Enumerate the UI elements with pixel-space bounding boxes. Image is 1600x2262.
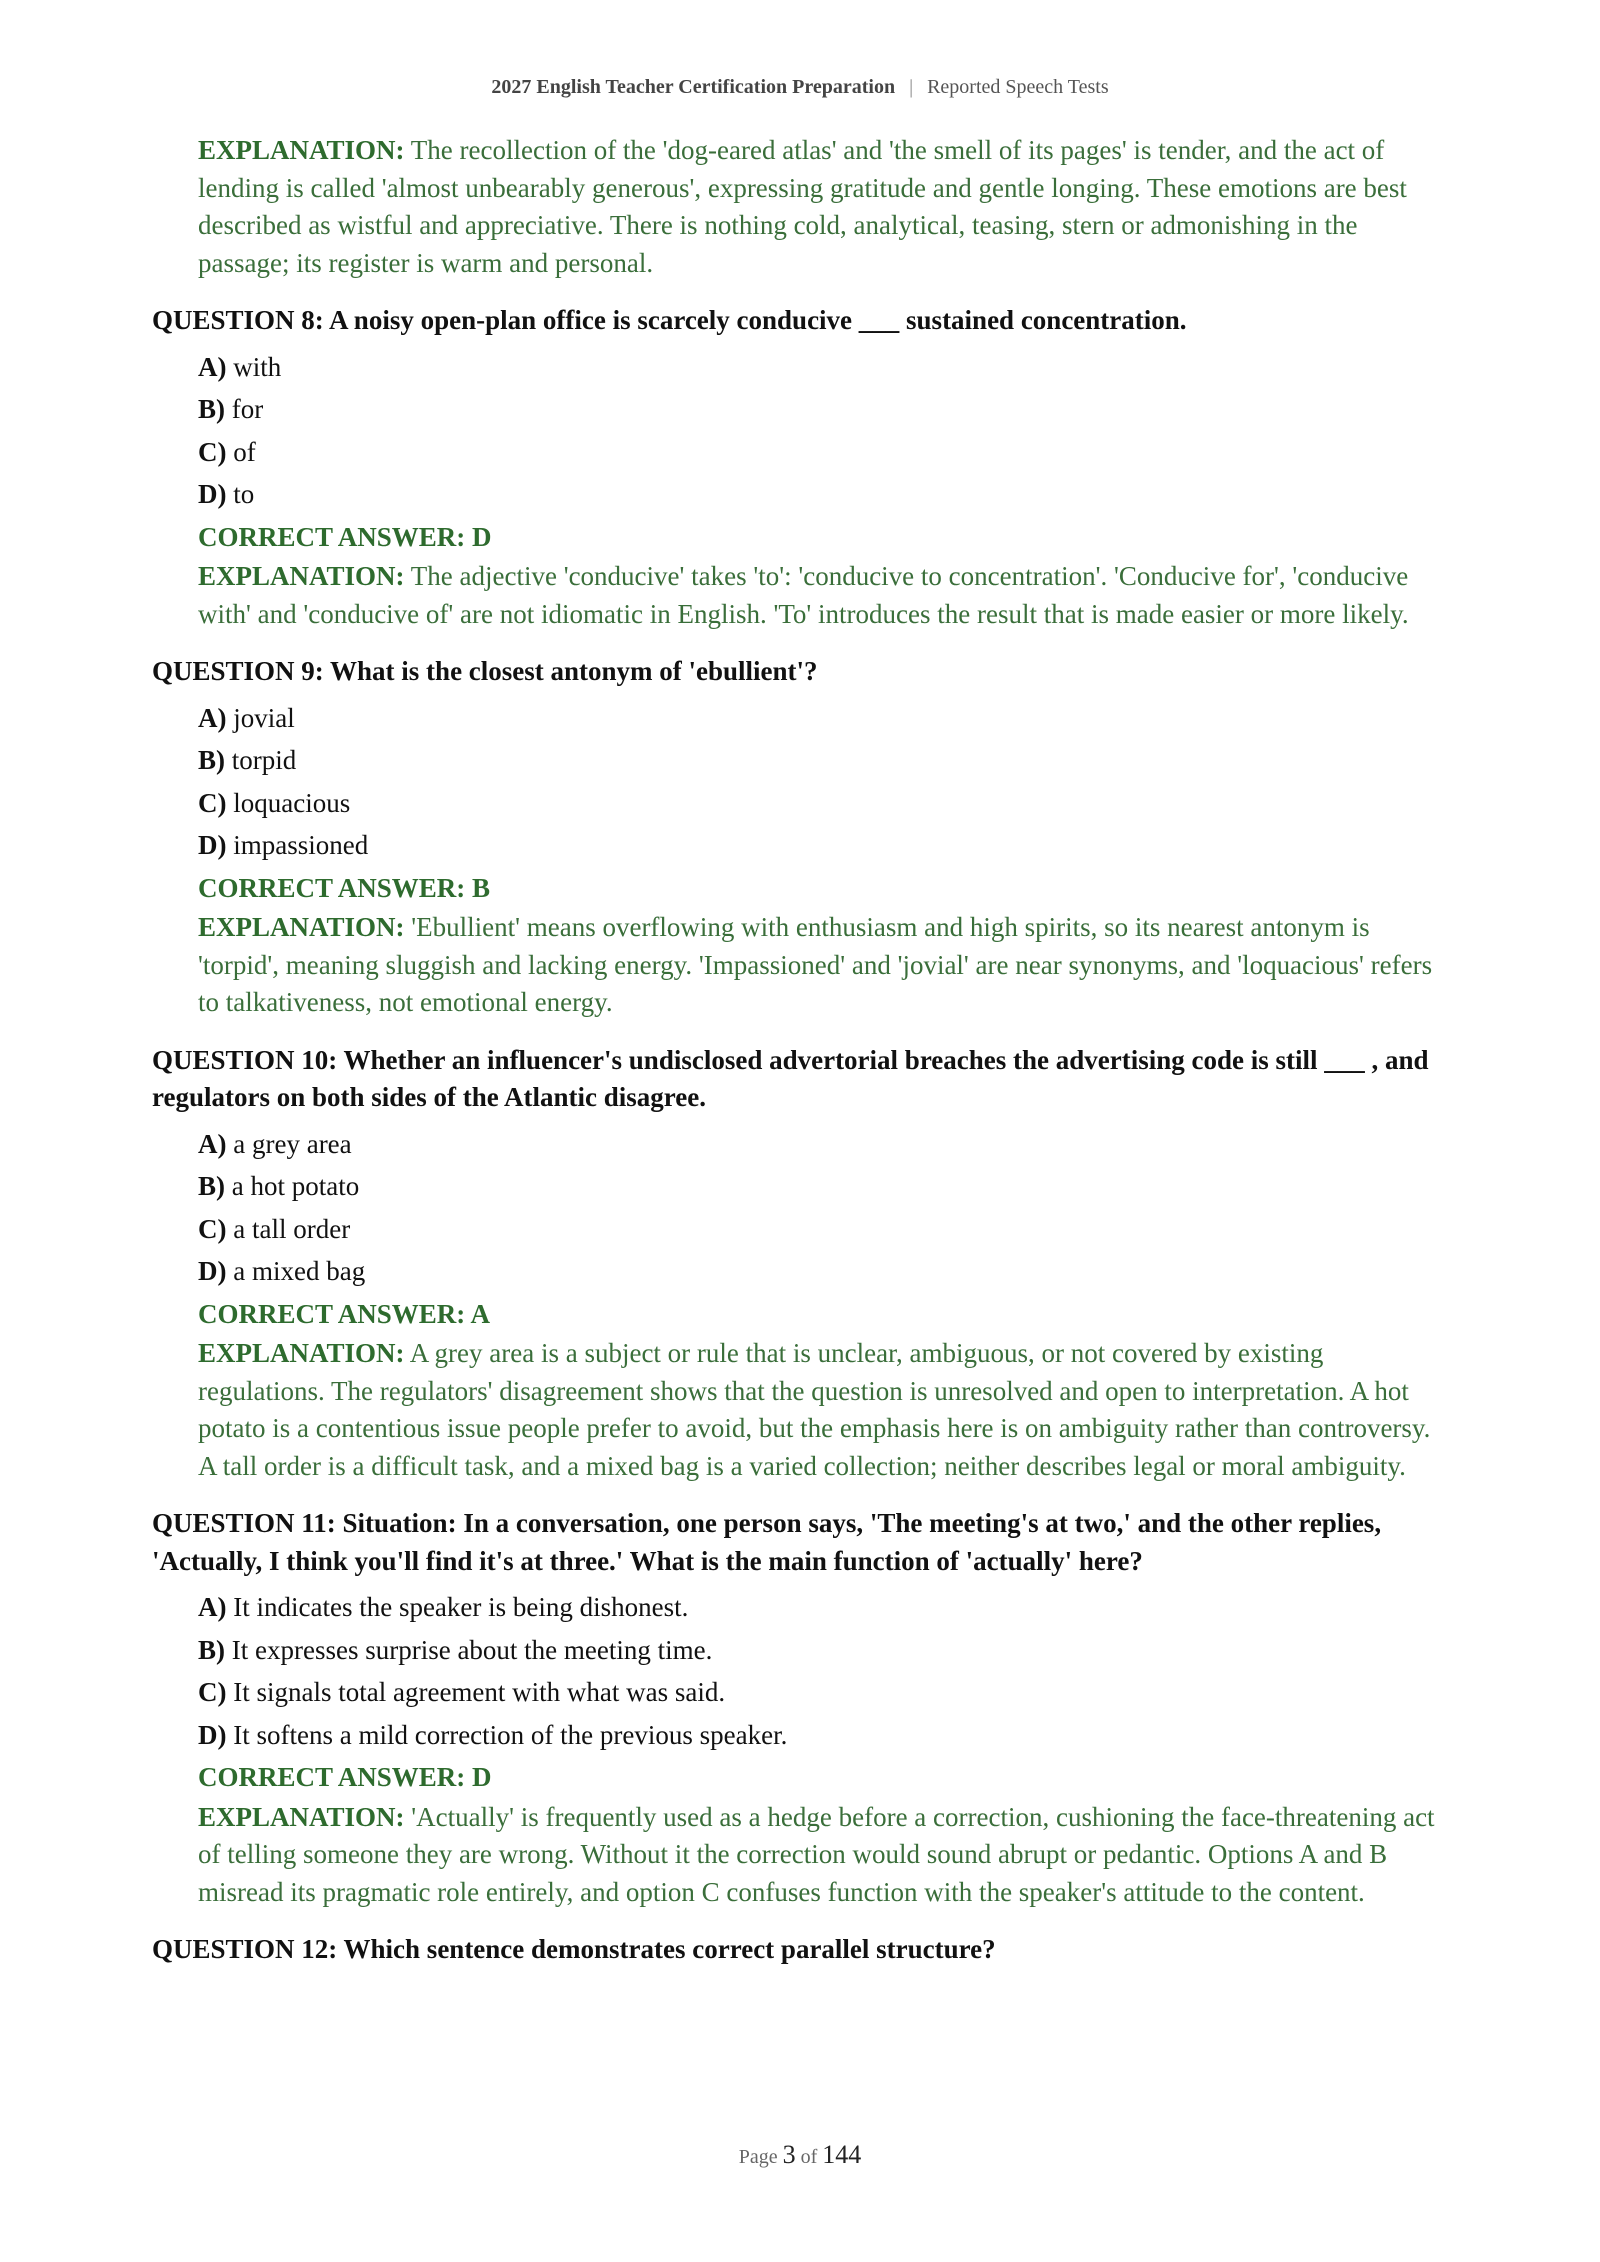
option-letter: B) [198,1634,225,1665]
explanation [198,1335,1448,1485]
option-b [198,1629,1448,1672]
correct-answer: CORRECT ANSWER: A [198,1298,491,1329]
option-text: to [233,479,255,509]
explanation-q7-continued [198,132,1448,282]
option-letter: D) [198,830,227,860]
explanation-text: 'Actually' is frequently used as a hedge before a correction, cushioning the face-threatening act of telling someone they are wrong. Without it the correction would sound abrupt or pedantic. Options A and B misread its pragmatic role entirely, and option C confuses function with the speaker's attitude to the content. [198,1801,1435,1907]
question-text: QUESTION 10: Whether an influencer's undisclosed advertorial breaches the advertising code is still ___ , and regulators on both sides of the Atlantic disagree. [152,1044,1429,1112]
total-pages: 144 [822,2140,862,2169]
option-text: loquacious [233,787,351,818]
option-letter: A) [198,1128,227,1159]
header-section: Reported Speech Tests [927,76,1109,98]
option-b [198,388,1448,431]
option-text: a grey area [233,1128,352,1159]
explanation-label: EXPLANATION: [198,912,405,942]
option-a [198,1586,1448,1629]
header-title: 2027 English Teacher Certification Preparation [491,76,896,98]
option-letter: A) [198,1592,227,1622]
explanation-label: EXPLANATION: [198,1338,405,1368]
option-d [198,473,1448,516]
page-footer [0,2140,1600,2170]
option-text: with [233,351,282,382]
option-letter: A) [198,351,227,382]
option-letter: B) [198,745,225,775]
question-text: QUESTION 12: Which sentence demonstrates correct parallel structure? [152,1934,996,1964]
correct-answer: CORRECT ANSWER: D [198,521,492,552]
option-b [198,739,1448,782]
explanation [198,1799,1448,1912]
explanation-text: The recollection of the 'dog-eared atlas' and 'the smell of its pages' is tender, and the act of lending is called 'almost unbearably generous', expressing gratitude and gentle longing. These emotions are best described as wistful and appreciative. There is nothing cold, analytical, teasing, stern or admonishing in the passage; its register is warm and personal. [198,135,1407,278]
option-letter: C) [198,787,227,818]
explanation-text: The adjective 'conducive' takes 'to': 'conducive to concentration'. 'Conducive for', 'conducive with' and 'conducive of' are not idiomatic in English. 'To' introduces the result that is made easier or more likely. [198,561,1409,629]
question-block-11 [152,1505,1448,1911]
page-header [0,76,1600,99]
option-d [198,824,1448,867]
explanation [198,909,1448,1022]
explanation [198,558,1448,633]
question-text: QUESTION 9: What is the closest antonym of 'ebullient'? [152,656,818,686]
of-word: of [800,2146,818,2168]
option-letter: B) [198,1171,225,1201]
question-text: QUESTION 8: A noisy open-plan office is scarcely conducive ___ sustained concentration. [152,305,1187,335]
option-a [198,1123,1448,1166]
option-text: torpid [231,745,297,775]
option-text: It indicates the speaker is being dishonest. [233,1592,689,1622]
option-text: impassioned [233,830,369,860]
explanation-text: A grey area is a subject or rule that is unclear, ambiguous, or not covered by existing regulations. The regulators' disagreement shows that the question is unresolved and open to interpretation. A hot potato is a contentious issue people prefer to avoid, but the emphasis here is on ambiguity rather than controversy. A tall order is a difficult task, and a mixed bag is a varied collection; neither describes legal or moral ambiguity. [198,1338,1431,1481]
option-d [198,1250,1448,1293]
option-text: It softens a mild correction of the previous speaker. [233,1719,788,1750]
option-text: It expresses surprise about the meeting time. [231,1634,713,1665]
question-block-12 [152,1931,1448,1969]
option-d [198,1714,1448,1757]
option-letter: D) [198,1256,227,1286]
option-letter: C) [198,436,227,467]
page-word: Page [738,2146,778,2168]
option-text: a tall order [233,1213,351,1244]
option-letter: B) [198,394,225,424]
question-text: QUESTION 11: Situation: In a conversation, one person says, 'The meeting's at two,' and the other replies, 'Actually, I think you'll find it's at three.' What is the main function of 'actually' here? [152,1508,1382,1576]
option-a [198,346,1448,389]
option-text: a mixed bag [233,1256,366,1286]
option-c [198,1208,1448,1251]
explanation-label: EXPLANATION: [198,135,405,165]
question-block-10 [152,1042,1448,1486]
option-c [198,1671,1448,1714]
explanation-text: 'Ebullient' means overflowing with enthusiasm and high spirits, so its nearest antonym is 'torpid', meaning sluggish and lacking energy. 'Impassioned' and 'jovial' are near synonyms, and 'loquacious' refers to talkativeness, not emotional energy. [198,912,1433,1017]
question-block-8 [152,302,1448,633]
option-letter: D) [198,479,227,509]
explanation-label: EXPLANATION: [198,561,405,591]
option-text: a hot potato [231,1171,360,1201]
header-separator: | [909,76,914,98]
option-letter: A) [198,702,227,733]
option-text: of [233,436,256,467]
option-b [198,1165,1448,1208]
option-text: for [231,394,264,424]
page-content [152,132,1448,1975]
option-text: jovial [233,702,295,733]
explanation-label: EXPLANATION: [198,1801,405,1832]
option-letter: C) [198,1213,227,1244]
page-number: 3 [782,2140,796,2169]
question-block-9 [152,653,1448,1022]
option-c [198,431,1448,474]
option-a [198,697,1448,740]
option-letter: D) [198,1719,227,1750]
option-letter: C) [198,1677,227,1707]
correct-answer: CORRECT ANSWER: D [198,1762,492,1792]
correct-answer: CORRECT ANSWER: B [198,872,491,903]
option-text: It signals total agreement with what was said. [233,1677,726,1707]
option-c [198,782,1448,825]
